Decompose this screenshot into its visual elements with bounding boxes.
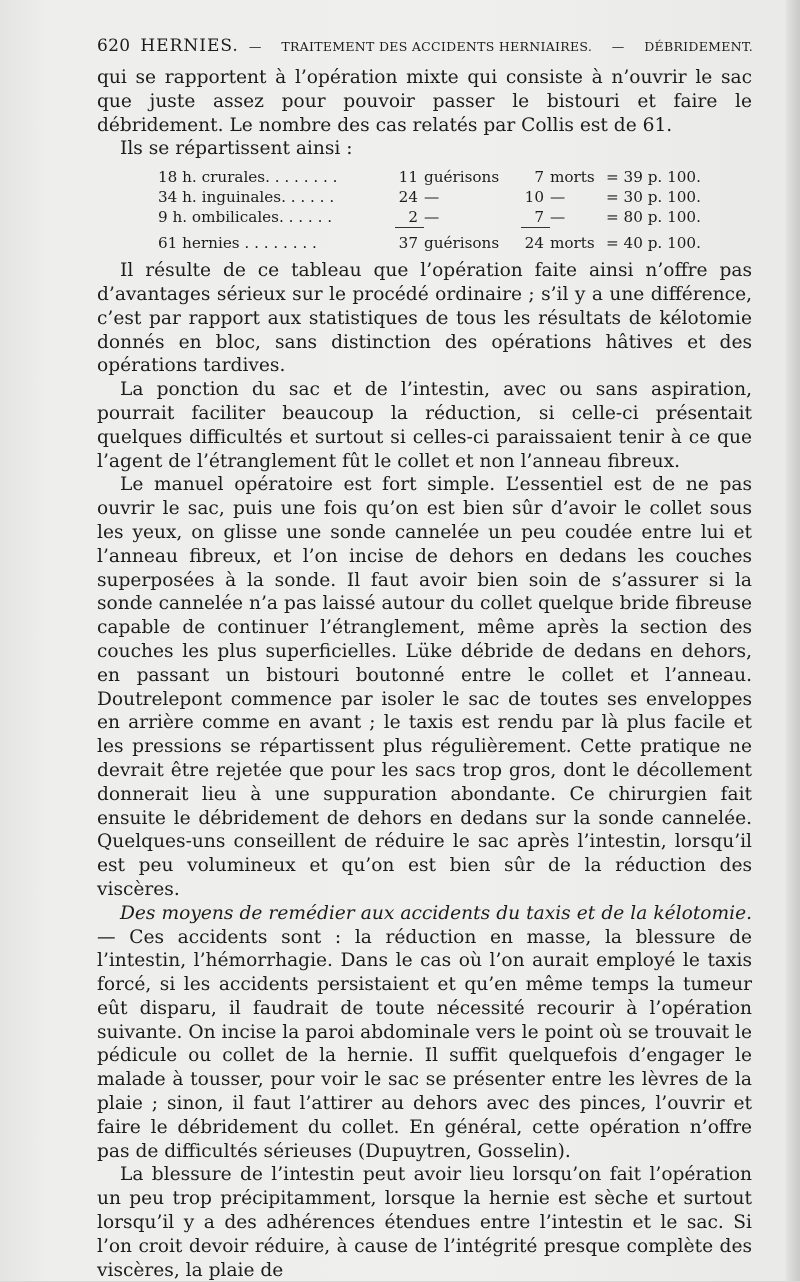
paragraph-4: La ponction du sac et de l’intestin, avec ou sans aspiration, pourrait faciliter beaucoup la réduction, si celle-ci présentait quelques difficultés et surtout si celles-ci paraissaient tenir à ce que l’agent de l’étranglement fût le collet et non l’anneau fibreux. [97,379,752,472]
paragraph-5: Le manuel opératoire est fort simple. L’essentiel est de ne pas ouvrir le sac, puis une fois qu’on est bien sûr d’avoir le collet sous les yeux, on glisse une sonde cannelée un peu coudée entre lui et l’anneau fibreux, et l’on incise de dehors en dedans les couches superposées à la sonde. Il faut avoir bien soin de s’assurer si la sonde cannelée n’a pas laissé autour du collet quelque bride fibreuse capable de continuer l’étranglement, même après la section des couches les plus superficielles. Lüke débride de dedans en dehors, en passant un bistouri boutonné entre le collet et l’anneau. Doutrelepont commence par isoler le sac de toutes ses enveloppes en arrière comme en avant ; le taxis est rendu par là plus facile et les pressions se répartissent plus régulièrement. Cette pratique ne devrait être rejetée que pour les sacs trop gros, dont le décollement donnerait lieu à une suppuration abondante. Ce chirurgien fait ensuite le débridement de dehors en dedans sur la sonde cannelée. Quelques-uns conseillent de réduire le sac après l’intestin, lorsqu’il est peu volumineux et qu’on est bien sûr de la réduction des viscères. [97,474,752,900]
total-mortality-ratio: = 40 p. 100. [606,234,701,253]
total-cures-word: guérisons [424,234,500,253]
cures-word: — [424,188,440,207]
total-label: 61 hernies . . . . . . . . [158,234,317,253]
section-heading-italic: Des moyens de remédier aux accidents du taxis et de la kélotomie. [120,902,752,924]
deaths-count: 7 [534,168,544,187]
cures-count: 24 [398,188,418,207]
paragraph-3: Il résulte de ce tableau que l’opération faite ainsi n’offre pas d’avantages sérieux sur le procédé ordinaire ; s’il y a une différence, c’est par rapport aux statistiques de tous les résultats de kélotomie donnés en bloc, sans distinction des opérations hâtives et des opérations tardives. [97,260,752,377]
mortality-ratio: = 80 p. 100. [606,208,701,227]
header-dash-2: — [611,39,625,54]
deaths-word: — [550,208,566,227]
paragraph-6-text: — Ces accidents sont : la réduction en masse, la blessure de l’intestin, l’hémorrhagie. Dans le cas où l’on aurait employé le taxis forcé, si les accidents persistaient et qu’en même temps la tumeur eût disparu, il faudrait de toute nécessité recourir à l’opération suivante. On incise la paroi abdominale vers le point où se trouvait le pédicule ou collet de la hernie. Il suffit quelquefois d’engager le malade à tousser, pour voir le sac se présenter entre les lèvres de la plaie ; sinon, il faut l’attirer au dehors avec des pinces, l’ouvrir et faire le débridement du collet. En général, cette opération n’offre pas de difficultés sérieuses (Dupuytren, Gosselin). [97,926,752,1162]
body-text [97,66,752,1282]
header-running-title [249,39,753,54]
table-total-row [158,228,701,254]
page-edge-shadow [786,0,800,1281]
paragraph-2: Ils se répartissent ainsi : [120,138,353,160]
cures-count: 2 [408,208,418,227]
row-label: 18 h. crurales. . . . . . . . [158,168,338,187]
total-cures-count: 37 [395,228,424,254]
cures-word: guérisons [424,168,500,187]
deaths-count: 7 [534,208,544,227]
mortality-ratio: = 39 p. 100. [606,168,701,187]
table-row [158,167,701,187]
deaths-word: morts [550,168,595,187]
cures-word: — [424,208,440,227]
paragraph-6 [97,902,752,1164]
total-deaths-word: morts [550,234,595,253]
header-running-left: TRAITEMENT DES ACCIDENTS HERNIAIRES. [281,39,593,54]
mortality-ratio: = 30 p. 100. [606,188,701,207]
statistics-table [158,167,701,253]
running-header [97,36,753,56]
header-running-right: DÉBRIDEMENT. [644,39,753,54]
paragraph-7: La blessure de l’intestin peut avoir lieu lorsqu’on fait l’opération un peu trop précipitamment, lorsque la hernie est sèche et surtout lorsqu’il y a des adhérences étendues entre l’intestin et le sac. Si l’on croit devoir réduire, à cause de l’intégrité presque complète des viscères, la plaie de [97,1164,752,1281]
total-deaths-count: 24 [521,228,550,254]
paragraph-1: qui se rapportent à l’opération mixte qui consiste à n’ouvrir le sac que juste assez pour pouvoir passer le bistouri et faire le débridement. Le nombre des cas relatés par Collis est de 61. [97,67,752,136]
row-label: 34 h. inguinales. . . . . . [158,188,335,207]
row-label: 9 h. ombilicales. . . . . . [158,208,333,227]
deaths-count: 10 [524,188,544,207]
table-row [158,187,701,207]
deaths-word: — [550,188,566,207]
header-dash-1: — [248,39,262,54]
page-number: 620 [97,36,131,56]
cures-count: 11 [398,168,418,187]
table-row [158,207,701,228]
header-section-title: HERNIES. [140,36,239,56]
